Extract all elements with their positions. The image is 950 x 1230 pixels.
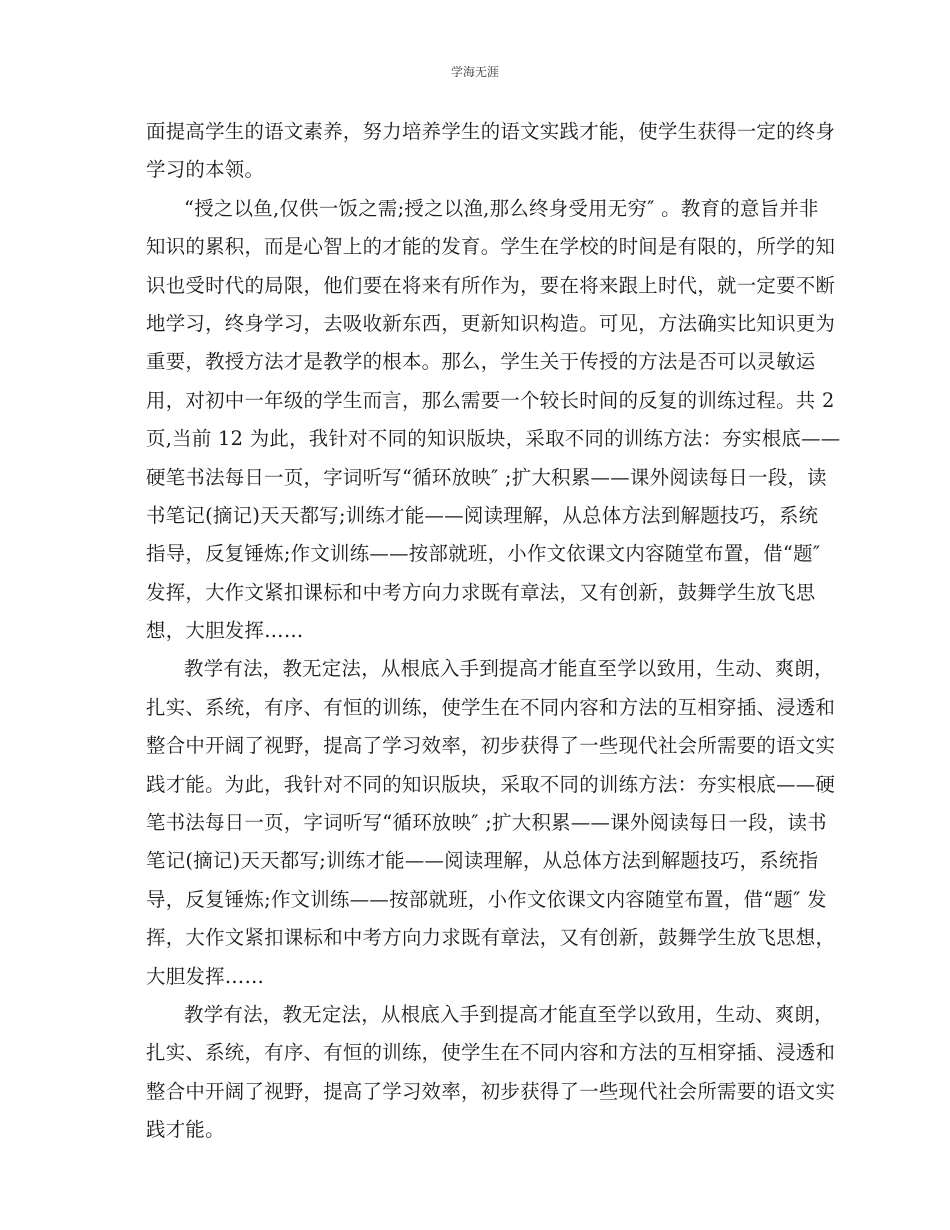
header-title: 学海无涯 bbox=[450, 65, 499, 79]
text-line: 大胆发挥…… bbox=[146, 964, 265, 988]
text-line: 践才能。为此，我针对不同的知识版块，采取不同的训练方法：夯实根底——硬 bbox=[146, 772, 836, 796]
text-line: 扎实、系统，有序、有恒的训练，使学生在不同内容和方法的互相穿插、浸透和 bbox=[146, 695, 836, 719]
text-line: 面提高学生的语文素养，努力培养学生的语文实践才能，使学生获得一定的终身 bbox=[146, 120, 836, 143]
text-line: 教学有法，教无定法，从根底入手到提高才能直至学以致用，生动、爽朗， bbox=[184, 1002, 834, 1026]
text-line: 用，对初中一年级的学生而言，那么需要一个较长时间的反复的训练过程。共 2 bbox=[146, 388, 835, 412]
text-line: 扎实、系统，有序、有恒的训练，使学生在不同内容和方法的互相穿插、浸透和 bbox=[146, 1041, 836, 1065]
text-line: 地学习，终身学习，去吸收新东西，更新知识构造。可见，方法确实比知识更为 bbox=[146, 311, 836, 335]
text-line: 导，反复锤炼;作文训练——按部就班，小作文依课文内容随堂布置，借“题″ 发 bbox=[146, 887, 827, 911]
text-line: 笔记(摘记)天天都写;训练才能——阅读理解，从总体方法到解题技巧，系统指 bbox=[146, 849, 819, 873]
text-line: 整合中开阔了视野，提高了学习效率，初步获得了一些现代社会所需要的语文实 bbox=[146, 1079, 836, 1103]
text-line: 整合中开阔了视野，提高了学习效率，初步获得了一些现代社会所需要的语文实 bbox=[146, 734, 836, 758]
text-line: 学习的本领。 bbox=[146, 158, 265, 182]
text-line: 想，大胆发挥…… bbox=[146, 619, 304, 643]
text-line: 页,当前 12 为此，我针对不同的知识版块，采取不同的训练方法：夯实根底—— bbox=[146, 427, 841, 451]
text-line: 挥，大作文紧扣课标和中考方向力求既有章法，又有创新，鼓舞学生放飞思想， bbox=[146, 926, 836, 950]
text-line: 践才能。 bbox=[146, 1118, 225, 1142]
text-line: 笔书法每日一页，字词听写“循环放映″ ;扩大积累——课外阅读每日一段，读书 bbox=[146, 811, 827, 835]
text-line: 教学有法，教无定法，从根底入手到提高才能直至学以致用，生动、爽朗， bbox=[184, 657, 834, 681]
document-body bbox=[146, 113, 841, 1150]
text-line: 识也受时代的局限，他们要在将来有所作为，要在将来跟上时代，就一定要不断 bbox=[146, 273, 836, 297]
text-line: 知识的累积，而是心智上的才能的发育。学生在学校的时间是有限的，所学的知 bbox=[146, 235, 836, 259]
page-header bbox=[0, 64, 950, 80]
text-line: 发挥，大作文紧扣课标和中考方向力求既有章法，又有创新，鼓舞学生放飞思 bbox=[146, 580, 816, 604]
text-line: 书笔记(摘记)天天都写;训练才能——阅读理解，从总体方法到解题技巧，系统 bbox=[146, 503, 819, 527]
text-line: 重要，教授方法才是教学的根本。那么，学生关于传授的方法是否可以灵敏运 bbox=[146, 350, 816, 374]
text-line: 指导，反复锤炼;作文训练——按部就班，小作文依课文内容随堂布置，借“题″ bbox=[146, 542, 821, 566]
text-line: “授之以鱼,仅供一饭之需;授之以渔,那么终身受用无穷″ 。教育的意旨并非 bbox=[184, 196, 819, 220]
text-line: 硬笔书法每日一页，字词听写“循环放映″ ;扩大积累——课外阅读每日一段，读 bbox=[146, 465, 827, 489]
